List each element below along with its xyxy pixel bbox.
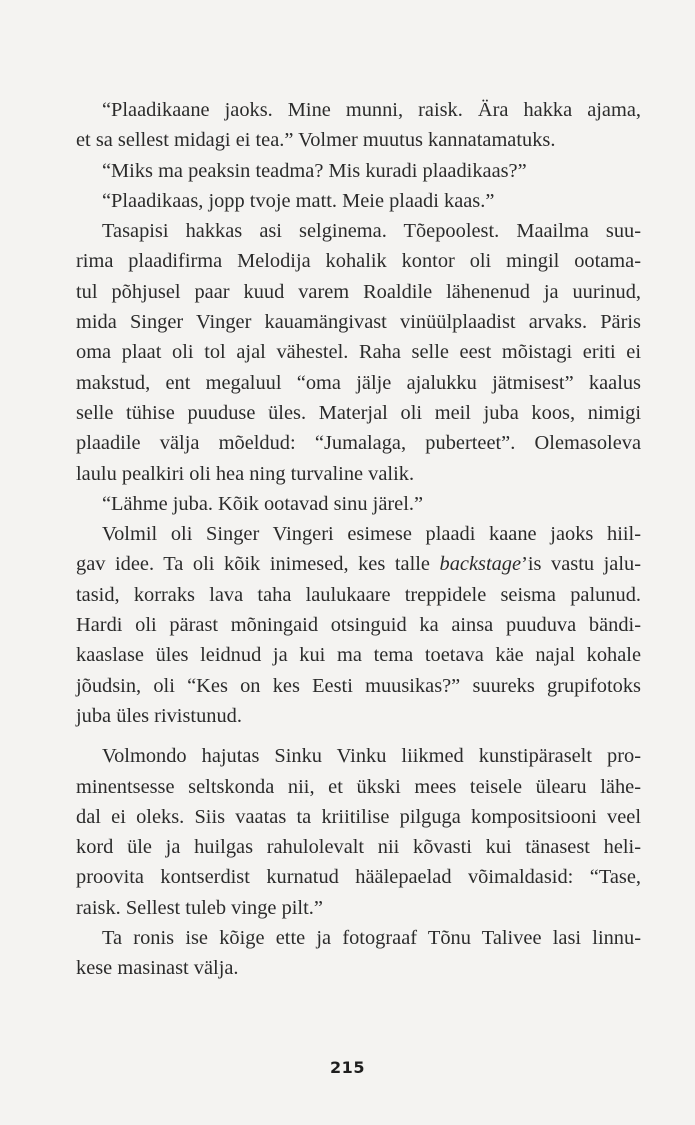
- text-line: juba üles rivistunud.: [76, 704, 242, 727]
- paragraph: [76, 489, 641, 519]
- paragraph: [76, 923, 641, 984]
- text-line: Ta ronis ise kõige ette ja fotograaf Tõnu Talivee lasi linnu-: [102, 927, 641, 950]
- text-line: raisk. Sellest tuleb vinge pilt.”: [76, 896, 323, 919]
- text-line: makstud, ent megaluul “oma jälje ajalukku jätmisest” kaalus: [76, 371, 641, 394]
- text-line: mida Singer Vinger kauamängivast vinüülplaadist arvaks. Päris: [76, 311, 641, 334]
- text-line: oma plaat oli tol ajal vähestel. Raha selle eest mõistagi eriti ei: [76, 341, 641, 364]
- text-line: selle tühise puuduse üles. Materjal oli meil juba koos, nimigi: [76, 401, 641, 424]
- paragraph: [76, 216, 641, 489]
- text-line: minentsesse seltskonda nii, et ükski mees teisele ülearu lähe-: [76, 775, 641, 798]
- text-line: dal ei oleks. Siis vaatas ta kriitilise pilguga kompositsiooni veel: [76, 805, 641, 828]
- text-line: “Lähme juba. Kõik ootavad sinu järel.”: [102, 492, 424, 515]
- text-line: et sa sellest midagi ei tea.” Volmer muutus kannatamatuks.: [76, 129, 556, 152]
- text-line: kese masinast välja.: [76, 957, 239, 980]
- text-line: Tasapisi hakkas asi selginema. Tõepoolest. Maailma suu-: [102, 220, 641, 243]
- paragraph-gap: [76, 731, 641, 741]
- text-line: proovita kontserdist kurnatud häälepaelad võimaldasid: “Tase,: [76, 866, 641, 889]
- text-line: jõudsin, oli “Kes on kes Eesti muusikas?” suureks grupifotoks: [76, 674, 641, 697]
- text-line: tasid, korraks lava taha laulukaare treppidele seisma palunud.: [76, 583, 641, 606]
- text-line: Volmil oli Singer Vingeri esimese plaadi kaane jaoks hiil-: [102, 523, 641, 546]
- page-number: 215: [330, 1058, 365, 1077]
- text-line: laulu pealkiri oli hea ning turvaline valik.: [76, 462, 415, 485]
- text-line: gav idee. Ta oli kõik inimesed, kes talle backstage’is vastu jalu-: [76, 553, 641, 576]
- body-text: [76, 95, 641, 984]
- text-line: Hardi oli pärast mõningaid otsinguid ka ainsa puuduva bändi-: [76, 614, 641, 637]
- paragraph: [76, 156, 641, 186]
- paragraph: [76, 186, 641, 216]
- text-line: rima plaadifirma Melodija kohalik kontor oli mingil ootama-: [76, 250, 641, 273]
- text-line: kord üle ja huilgas rahulolevalt nii kõvasti kui tänasest heli-: [76, 836, 641, 859]
- paragraph: [76, 95, 641, 156]
- text-line: plaadile välja mõeldud: “Jumalaga, puberteet”. Olemasoleva: [76, 432, 641, 455]
- paragraph: [76, 741, 641, 923]
- paragraph: [76, 519, 641, 731]
- text-line: kaaslase üles leidnud ja kui ma tema toetava käe najal kohale: [76, 644, 641, 667]
- italic-term: backstage: [439, 553, 522, 576]
- text-line: “Miks ma peaksin teadma? Mis kuradi plaadikaas?”: [102, 159, 527, 182]
- text-line: tul põhjusel paar kuud varem Roaldile lähenenud ja uurinud,: [76, 280, 641, 303]
- text-line: “Plaadikaane jaoks. Mine munni, raisk. Ära hakka ajama,: [102, 99, 641, 121]
- text-line: “Plaadikaas, jopp tvoje matt. Meie plaadi kaas.”: [102, 189, 495, 212]
- text-line: Volmondo hajutas Sinku Vinku liikmed kunstipäraselt pro-: [102, 745, 641, 768]
